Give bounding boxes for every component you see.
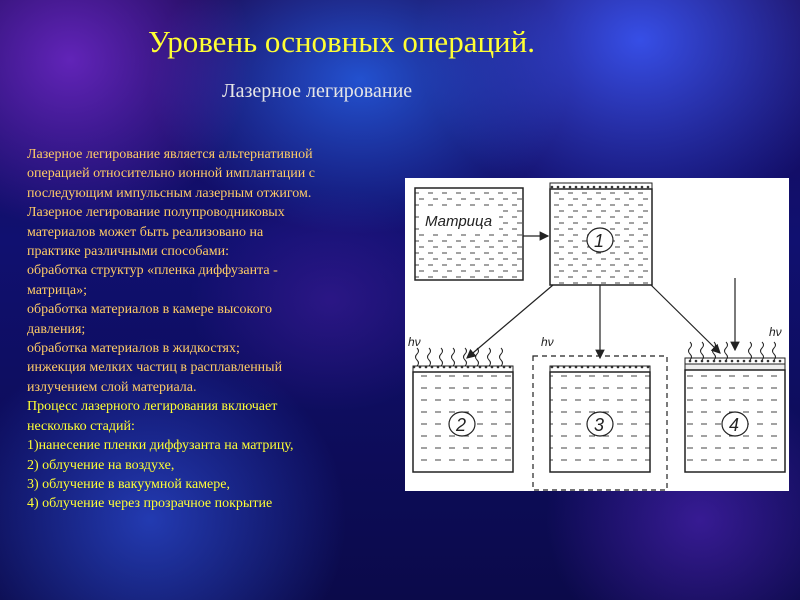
body-line: излучением слой материала. bbox=[27, 379, 197, 395]
body-line: обработка материалов в жидкостях; bbox=[27, 341, 240, 357]
body-line: Лазерное легирование полупроводниковых bbox=[27, 205, 285, 221]
stages-line: Процесс лазерного легирования включает bbox=[27, 399, 278, 415]
matrix-label: Матрица bbox=[425, 213, 493, 230]
step-label-3: 3 bbox=[594, 415, 605, 435]
step-label-4: 4 bbox=[729, 415, 740, 435]
stages-line: 2) облучение на воздухе, bbox=[27, 457, 175, 473]
radiation-waves-4 bbox=[689, 342, 776, 360]
body-line: практике различными способами: bbox=[27, 244, 229, 260]
step-label-2: 2 bbox=[456, 415, 467, 435]
body-line: обработка материалов в камере высокого bbox=[27, 302, 272, 318]
body-line: обработка структур «пленка диффузанта - bbox=[27, 263, 278, 279]
radiation-label-4: hν bbox=[769, 325, 782, 339]
stages-line: 4) облучение через прозрачное покрытие bbox=[27, 496, 273, 512]
stages-line: несколько стадий: bbox=[27, 418, 135, 434]
stages-line: 3) облучение в вакуумной камере, bbox=[27, 476, 230, 492]
radiation-waves-2 bbox=[416, 348, 503, 366]
arrow-to-4 bbox=[651, 285, 720, 353]
body-line: инжекция мелких частиц в расплавленный bbox=[27, 360, 283, 376]
matrix-block bbox=[415, 188, 523, 280]
body-line: давления; bbox=[27, 321, 86, 337]
slide-subtitle: Лазерное легирование bbox=[222, 80, 413, 102]
body-line: материалов может быть реализовано на bbox=[27, 224, 264, 240]
radiation-label-3: hν bbox=[541, 335, 554, 349]
body-line: последующим импульсным лазерным отжигом. bbox=[27, 185, 312, 201]
laser-doping-diagram bbox=[405, 178, 789, 491]
body-line: Лазерное легирование является альтернативной bbox=[27, 147, 313, 162]
body-line: матрица»; bbox=[27, 282, 87, 298]
stage-4-block bbox=[685, 358, 785, 472]
radiation-label-2: hν bbox=[408, 335, 421, 349]
stages-line: 1)нанесение пленки диффузанта на матрицу, bbox=[27, 438, 294, 454]
slide-title: Уровень основных операций. bbox=[148, 24, 535, 59]
body-line: операцией относительно ионной имплантации с bbox=[27, 166, 315, 182]
step-label-1: 1 bbox=[594, 231, 605, 251]
body-text bbox=[27, 145, 402, 514]
stage-3-block bbox=[533, 356, 667, 490]
stage-2-block bbox=[413, 366, 513, 472]
stage-1-block bbox=[550, 183, 652, 285]
